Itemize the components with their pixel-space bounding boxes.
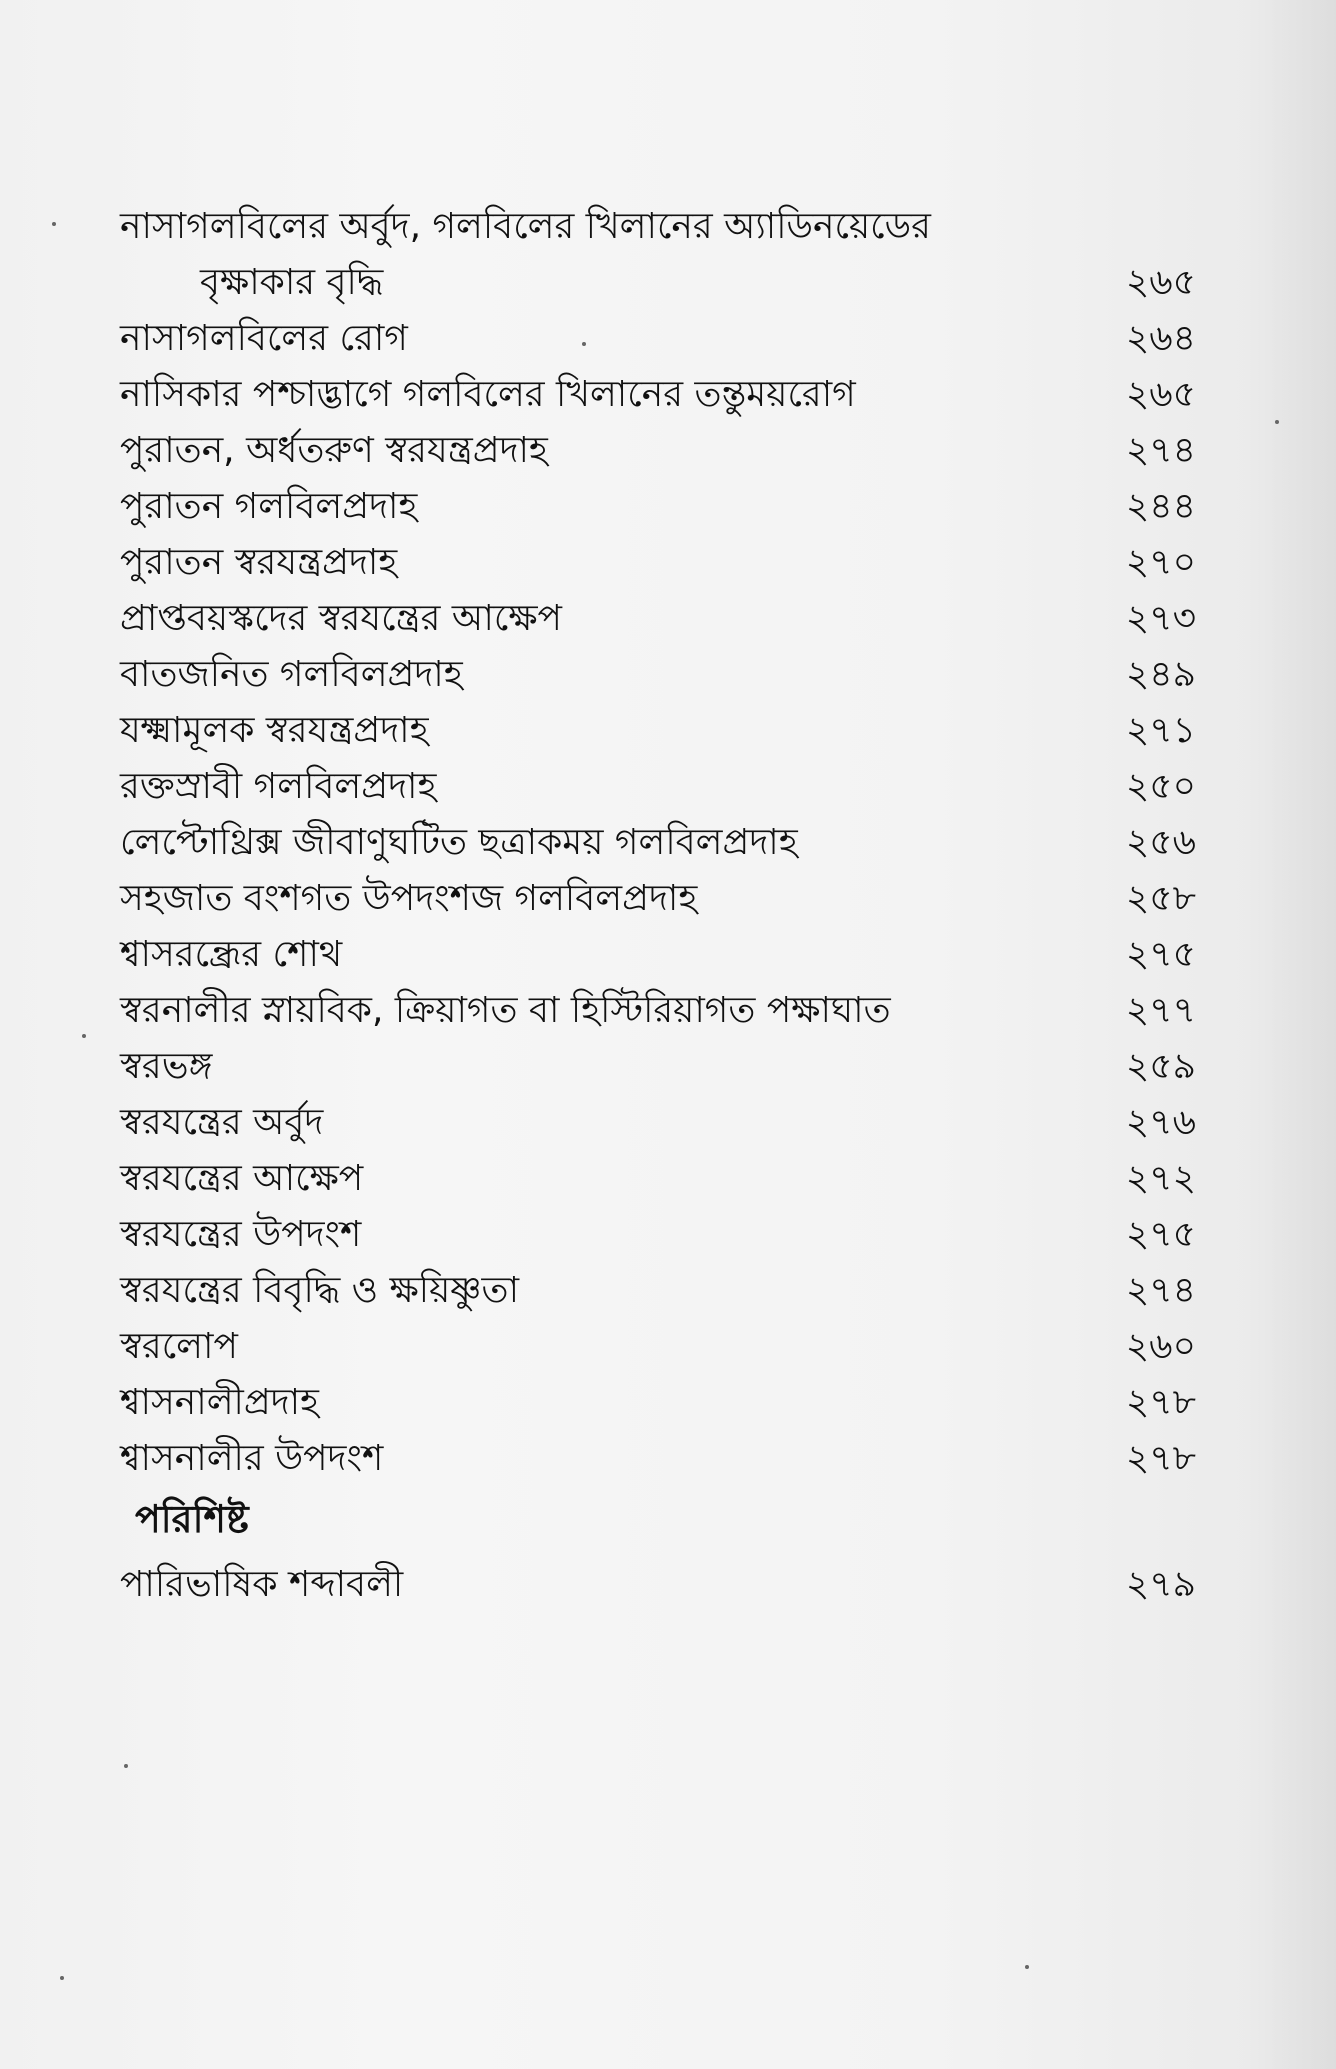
entry-page: ২৭৮: [1125, 1382, 1196, 1423]
entry-page: ২৭৩: [1125, 598, 1196, 639]
section-heading: [0, 1494, 1336, 1550]
entry-title: স্বরলোপ: [120, 1326, 238, 1367]
index-entry: [0, 650, 1336, 706]
entry-title: নাসিকার পশ্চাদ্ভাগে গলবিলের খিলানের তন্তুময়রোগ: [120, 374, 856, 415]
index-entry: [0, 874, 1336, 930]
index-entry: [0, 538, 1336, 594]
index-entry: [0, 986, 1336, 1042]
entry-title: নাসাগলবিলের অর্বুদ, গলবিলের খিলানের অ্যাডিনয়েডের: [120, 206, 931, 247]
entry-page: ২৫০: [1125, 766, 1196, 807]
index-entry: [0, 1210, 1336, 1266]
entry-title: স্বরযন্ত্রের বিবৃদ্ধি ও ক্ষয়িষ্ণুতা: [120, 1270, 520, 1311]
entry-page: ২৬০: [1125, 1326, 1196, 1367]
index-entry: [0, 1434, 1336, 1490]
ink-speck: [124, 1764, 128, 1768]
index-entry: [0, 818, 1336, 874]
entry-page: ২৭৫: [1125, 934, 1196, 975]
index-entry: [0, 1378, 1336, 1434]
index-entry: [0, 1560, 1336, 1616]
index-entry: [0, 762, 1336, 818]
entry-title: বৃক্ষাকার বৃদ্ধি: [200, 262, 384, 303]
ink-speck: [1275, 420, 1279, 424]
entry-page: ২৭৮: [1125, 1438, 1196, 1479]
ink-speck: [52, 222, 56, 226]
ink-speck: [60, 1976, 64, 1980]
entry-page: ২৪৯: [1125, 654, 1196, 695]
entry-page: ২৪৪: [1125, 486, 1196, 527]
section-title: পরিশিষ্ট: [135, 1497, 249, 1541]
index-entry: [0, 594, 1336, 650]
entry-page: ২৭১: [1125, 710, 1196, 751]
entry-title: সহজাত বংশগত উপদংশজ গলবিলপ্রদাহ: [120, 878, 698, 919]
entry-page: ২৭২: [1125, 1158, 1196, 1199]
entry-page: ২৬৫: [1125, 374, 1196, 415]
entry-title: শ্বাসনালীপ্রদাহ: [120, 1382, 319, 1423]
ink-speck: [82, 1034, 86, 1038]
entry-title: নাসাগলবিলের রোগ: [120, 318, 408, 359]
index-entry: [0, 930, 1336, 986]
index-entry: [0, 1154, 1336, 1210]
entry-title: লেপ্টোথ্রিক্স জীবাণুঘটিত ছত্রাকময় গলবিলপ্রদাহ: [120, 822, 798, 863]
entry-page: ২৭৪: [1125, 1270, 1196, 1311]
entry-page: ২৭০: [1125, 542, 1196, 583]
entry-title: যক্ষ্মামূলক স্বরযন্ত্রপ্রদাহ: [120, 710, 429, 751]
entry-title: প্রাপ্তবয়স্কদের স্বরযন্ত্রের আক্ষেপ: [120, 598, 562, 639]
index-entry: [0, 1266, 1336, 1322]
index-entry: [0, 426, 1336, 482]
entry-title: পুরাতন স্বরযন্ত্রপ্রদাহ: [120, 542, 398, 583]
entry-title: স্বরযন্ত্রের অর্বুদ: [120, 1102, 324, 1143]
entry-title: পুরাতন, অর্ধতরুণ স্বরযন্ত্রপ্রদাহ: [120, 430, 548, 471]
index-entry: [0, 314, 1336, 370]
entry-page: ২৫৯: [1125, 1046, 1196, 1087]
entry-page: ২৭৭: [1125, 990, 1196, 1031]
entry-page: ২৬৫: [1125, 262, 1196, 303]
index-entry: [0, 258, 1336, 314]
entry-title: শ্বাসরন্ধ্রের শোথ: [120, 934, 343, 975]
entry-title: স্বরভঙ্গ: [120, 1046, 213, 1087]
entry-page: ২৫৮: [1125, 878, 1196, 919]
entry-page: ২৭৫: [1125, 1214, 1196, 1255]
entry-title: রক্তস্রাবী গলবিলপ্রদাহ: [120, 766, 437, 807]
index-entry: [0, 1042, 1336, 1098]
entry-title: স্বরযন্ত্রের উপদংশ: [120, 1214, 362, 1255]
ink-speck: [582, 342, 586, 346]
entry-title: বাতজনিত গলবিলপ্রদাহ: [120, 654, 463, 695]
index-entry: [0, 1098, 1336, 1154]
entry-title: পারিভাষিক শব্দাবলী: [120, 1564, 404, 1605]
entry-page: ২৭৯: [1125, 1564, 1196, 1605]
entry-title: পুরাতন গলবিলপ্রদাহ: [120, 486, 418, 527]
index-entry: [0, 706, 1336, 762]
index-entry: [0, 482, 1336, 538]
index-entry: [0, 370, 1336, 426]
entry-page: ২৭৪: [1125, 430, 1196, 471]
entry-title: স্বরনালীর স্নায়বিক, ক্রিয়াগত বা হিস্টিরিয়াগত পক্ষাঘাত: [120, 990, 891, 1031]
index-entry: [0, 202, 1336, 258]
ink-speck: [1025, 1965, 1029, 1969]
entry-page: ২৭৬: [1125, 1102, 1196, 1143]
entry-title: স্বরযন্ত্রের আক্ষেপ: [120, 1158, 364, 1199]
entry-page: ২৫৬: [1125, 822, 1196, 863]
entry-title: শ্বাসনালীর উপদংশ: [120, 1438, 384, 1479]
entry-page: ২৬৪: [1125, 318, 1196, 359]
index-entry: [0, 1322, 1336, 1378]
